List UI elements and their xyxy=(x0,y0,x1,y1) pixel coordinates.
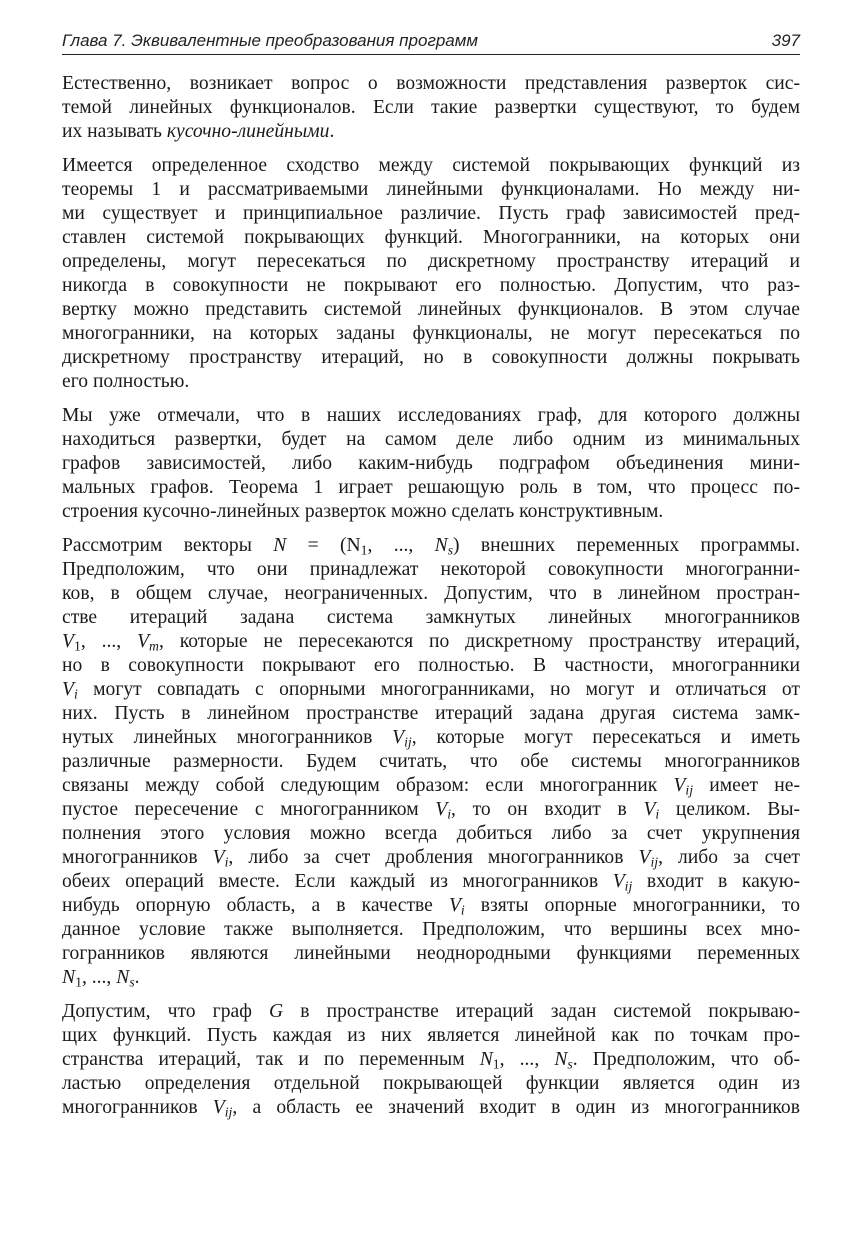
text-line: ластью определения отдельной покрывающей функции является один из xyxy=(62,1073,800,1094)
text-line: многогранников $V_{ij}$, а область ее значений входит в один из многогранников xyxy=(62,1097,800,1120)
text-run: обеих операций вместе. Если каждый из многогранников xyxy=(62,871,613,892)
text-run: , которые не пересекаются по дискретному пространству итераций, xyxy=(158,631,800,652)
math-run: , ..., xyxy=(81,967,117,988)
paragraph-4 xyxy=(62,534,800,990)
text-line: теоремы 1 и рассматриваемыми линейными функционалами. Но между ни- xyxy=(62,179,800,200)
math-var: V xyxy=(435,799,448,820)
math-sub: ij xyxy=(685,782,694,798)
text-line: Имеется определенное сходство между системой покрывающих функций из xyxy=(62,155,800,176)
text-run: внешних переменных программы. xyxy=(459,535,800,556)
text-line: ставлен системой покрывающих функций. Многогранники, на которых они xyxy=(62,227,800,248)
paragraph-1 xyxy=(62,72,800,144)
text-line: полнения этого условия можно всегда добиться либо за счет укрупнения xyxy=(62,823,800,844)
text-line: многогранники, на которых заданы функционалы, не могут пересекаться по xyxy=(62,323,800,344)
math-sub: ij xyxy=(624,878,633,894)
text-line: определены, могут пересекаться по дискретному пространству итераций и xyxy=(62,251,800,272)
math-var: V xyxy=(212,847,225,868)
math-sub: s xyxy=(129,974,135,990)
paragraph-2 xyxy=(62,154,800,394)
page-number: 397 xyxy=(771,31,800,50)
text-line: находиться развертки, будет на самом деле либо одним из минимальных xyxy=(62,429,800,450)
math-run: . xyxy=(134,967,140,988)
text-line: дискретному пространству итераций, но в совокупности должны покрывать xyxy=(62,347,800,368)
math-sub: 1 xyxy=(75,974,82,990)
math-var: V xyxy=(448,895,461,916)
text-line: темой линейных функционалов. Если такие развертки существуют, то будем xyxy=(62,97,800,118)
text-line xyxy=(62,534,800,558)
paragraph-3 xyxy=(62,404,800,524)
math-sub: 1 xyxy=(360,542,368,558)
math-var: V xyxy=(62,679,74,700)
text-run: связаны между собой следующим образом: если многогранник xyxy=(62,775,674,796)
text-run: , которые могут пересекаться и иметь xyxy=(411,727,800,748)
text-run: , либо за счет дробления многогранников xyxy=(228,847,639,868)
text-line: них. Пусть в линейном пространстве итераций задана другая система замк- xyxy=(62,703,800,724)
text-run: целиком. Вы- xyxy=(659,799,801,820)
text-line: гогранников являются линейными неоднородными функциями переменных xyxy=(62,943,800,964)
text-run: , то он входит в xyxy=(451,799,644,820)
math-var: V xyxy=(62,631,74,652)
text-line: никогда в совокупности не покрывают его полностью. Допустим, что раз- xyxy=(62,275,800,296)
text-run: взяты опорные многогранники, то xyxy=(464,895,800,916)
text-line xyxy=(62,894,800,918)
math-sub: m xyxy=(149,638,159,654)
math-sub: i xyxy=(73,686,78,702)
text-run: входит в какую- xyxy=(632,871,800,892)
text-run: могут совпадать с опорными многогранниками, но могут и отличаться от xyxy=(77,679,800,700)
page-header xyxy=(62,28,800,55)
math-run: , ..., xyxy=(80,631,138,652)
math-sub: ij xyxy=(404,734,412,750)
math-sub: i xyxy=(447,806,452,822)
text-run: нутых линейных многогранников xyxy=(62,727,393,748)
math-sub: i xyxy=(224,854,229,870)
math-var: V xyxy=(643,799,656,820)
math-run: , ..., xyxy=(367,535,435,556)
math-sub: i xyxy=(460,902,465,918)
text-line: Предположим, что они принадлежат некоторой совокупности многогранни- xyxy=(62,559,800,580)
paragraph-5 xyxy=(62,1000,800,1120)
math-run: ) xyxy=(453,535,460,556)
text-line: различные размерности. Будем считать, что обе системы многогранников xyxy=(62,751,800,772)
math-sub: 1 xyxy=(73,638,81,654)
math-var: V xyxy=(137,631,150,652)
text-line: Естественно, возникает вопрос о возможности представления разверток сис- xyxy=(62,73,800,94)
text-line xyxy=(62,966,800,990)
text-line: щих функций. Пусть каждая из них является линейной как по точкам про- xyxy=(62,1025,800,1046)
text-run: имеет не- xyxy=(693,775,800,796)
math-var: V xyxy=(638,847,651,868)
chapter-title: Глава 7. Эквивалентные преобразования программ xyxy=(62,31,479,50)
math-var: V xyxy=(673,775,686,796)
text-line xyxy=(62,870,800,894)
math-var: N xyxy=(434,535,448,556)
text-line: его полностью. xyxy=(62,371,190,392)
text-line: данное условие также выполняется. Предположим, что вершины всех мно- xyxy=(62,919,800,940)
math-var: V xyxy=(612,871,625,892)
text-run: , либо за счет xyxy=(658,847,800,868)
text-run: Рассмотрим векторы xyxy=(62,535,274,556)
text-line xyxy=(62,726,800,750)
math-run: = (N xyxy=(286,535,361,556)
text-line xyxy=(62,846,800,870)
text-run: пустое пересечение с многогранником xyxy=(62,799,436,820)
text-line: мальных графов. Теорема 1 играет решающую роль в том, что процесс по- xyxy=(62,477,800,498)
math-sub: ij xyxy=(650,854,659,870)
math-var: N xyxy=(116,967,130,988)
text-line: стве итераций задана система замкнутых линейных многогранников xyxy=(62,607,800,628)
text-line: Допустим, что граф G в пространстве итераций задан системой покрываю- xyxy=(62,1001,800,1022)
text-line: ков, в общем случае, неограниченных. Допустим, что в линейном простран- xyxy=(62,583,800,604)
text-line: Мы уже отмечали, что в наших исследованиях граф, для которого должны xyxy=(62,405,800,426)
math-var: N xyxy=(62,967,76,988)
text-line: строения кусочно-линейных разверток можно сделать конструктивным. xyxy=(62,501,664,522)
text-line-start: их называть кусочно-линейными. xyxy=(62,121,335,142)
text-line xyxy=(62,774,800,798)
text-line xyxy=(62,630,800,654)
body-text xyxy=(62,72,800,1130)
text-line: странства итераций, так и по переменным $N_1$, ..., $N_s$. Предположим, что об- xyxy=(62,1049,800,1072)
text-run: нибудь опорную область, а в качестве xyxy=(62,895,449,916)
text-run: многогранников xyxy=(62,847,213,868)
text-line xyxy=(62,678,800,702)
math-var: V xyxy=(392,727,405,748)
text-line: ми существует и принципиальное различие. Пусть граф зависимостей пред- xyxy=(62,203,800,224)
text-line: вертку можно представить системой линейных функционалов. В этом случае xyxy=(62,299,800,320)
math-var: N xyxy=(273,535,287,556)
text-line: графов зависимостей, либо каким-нибудь подграфом объединения мини- xyxy=(62,453,800,474)
math-sub: s xyxy=(447,542,454,558)
text-line: но в совокупности покрывают его полностью. В частности, многогранники xyxy=(62,655,800,676)
text-line xyxy=(62,798,800,822)
math-sub: i xyxy=(655,806,660,822)
text-line xyxy=(62,120,800,144)
